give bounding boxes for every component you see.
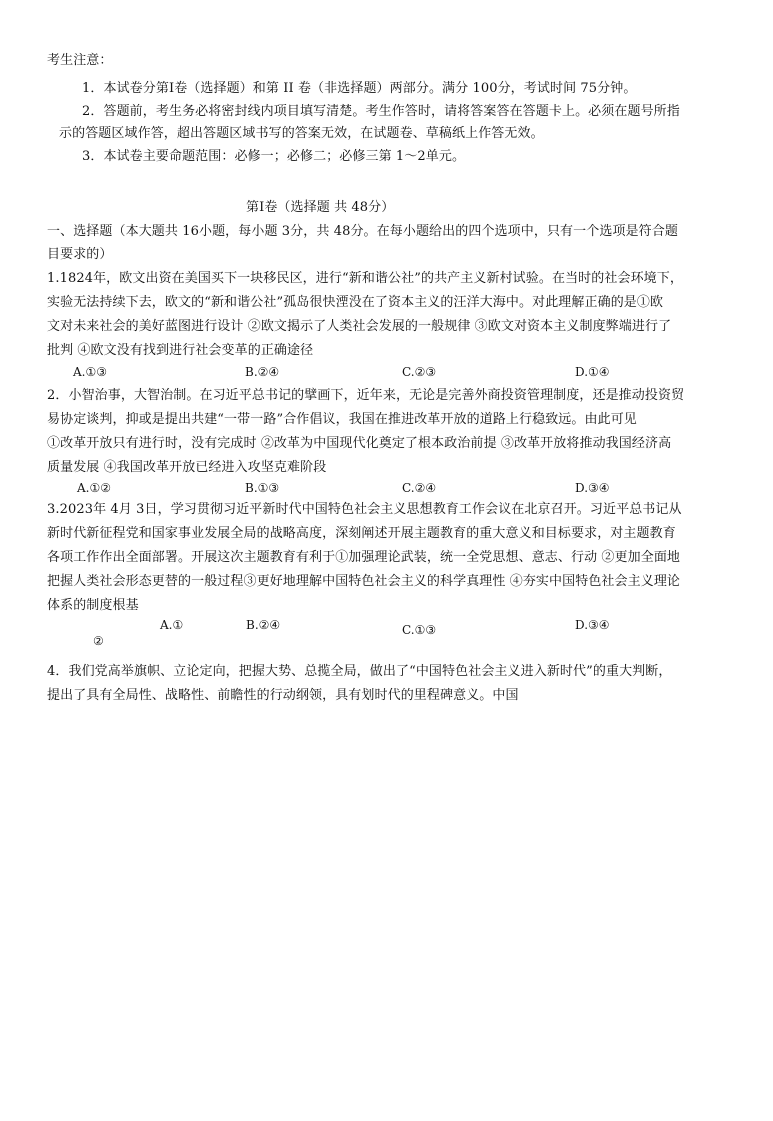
question-3-option-a-wrap: ② xyxy=(93,634,104,648)
question-3-option-a: A.① xyxy=(160,618,184,632)
question-3-line-1: 3.2023年 4月 3日，学习贯彻习近平新时代中国特色社会主义思想教育工作会议在北京召开。习近平总书记从 xyxy=(47,502,682,517)
notice-item-1: 1．本试卷分第Ⅰ卷（选择题）和第 II 卷（非选择题）两部分。满分 100分，考试时间 75分钟。 xyxy=(82,81,637,96)
question-2-line-2: 易协定谈判，抑或是提出共建“一带一路”合作倡议，我国在推进改革开放的道路上行稳致远。由此可见 xyxy=(47,412,637,427)
question-2-option-b: B.①③ xyxy=(245,481,280,495)
notice-item-2-cont: 示的答题区域作答，超出答题区域书写的答案无效，在试题卷、草稿纸上作答无效。 xyxy=(59,126,544,141)
question-3-line-2: 新时代新征程党和国家事业发展全局的战略高度，深刻阐述开展主题教育的重大意义和目标要求，对主题教育 xyxy=(47,526,676,541)
question-2-line-4: 质量发展 ④我国改革开放已经进入攻坚克难阶段 xyxy=(47,460,327,475)
notice-item-3: 3．本试卷主要命题范围：必修一；必修二；必修三第 1～2单元。 xyxy=(82,149,466,164)
section-instructions-2: 目要求的） xyxy=(47,247,113,262)
question-1-line-1: 1.1824年，欧文出资在美国买下一块移民区，进行“新和谐公社”的共产主义新村试验。在当时的社会环境下， xyxy=(47,271,683,286)
question-2-option-c: C.②④ xyxy=(402,481,437,495)
question-3-option-d: D.③④ xyxy=(575,618,610,632)
question-3-line-3: 各项工作作出全面部署。开展这次主题教育有利于①加强理论武装，统一全党思想、意志、行动 ②更加全面地 xyxy=(47,550,681,565)
question-2-line-1: 2．小智治事，大智治制。在习近平总书记的擘画下，近年来，无论是完善外商投资管理制度，还是推动投资贸 xyxy=(47,388,685,403)
question-1-line-4: 批判 ④欧文没有找到进行社会变革的正确途径 xyxy=(47,343,314,358)
question-1-option-d: D.①④ xyxy=(575,365,610,379)
section-instructions-1: 一、选择题（本大题共 16小题，每小题 3分，共 48分。在每小题给出的四个选项中，只有一个选项是符合题 xyxy=(47,224,678,239)
question-1-option-c: C.②③ xyxy=(402,365,437,379)
question-1-option-b: B.②④ xyxy=(245,365,280,379)
notice-item-2: 2．答题前，考生务必将密封线内项目填写清楚。考生作答时，请将答案答在答题卡上。必须在题号所指 xyxy=(82,104,680,119)
question-2-line-3: ①改革开放只有进行时，没有完成时 ②改革为中国现代化奠定了根本政治前提 ③改革开放将推动我国经济高 xyxy=(47,436,672,451)
question-3-option-b: B.②④ xyxy=(246,618,281,632)
question-1-line-2: 实验无法持续下去，欧文的“新和谐公社”孤岛很快湮没在了资本主义的汪洋大海中。对此理解正确的是①欧 xyxy=(47,295,664,310)
question-2-option-d: D.③④ xyxy=(575,481,610,495)
question-3-option-c: C.①③ xyxy=(402,623,437,637)
question-2-option-a: A.①② xyxy=(77,481,111,495)
question-4-line-2: 提出了具有全局性、战略性、前瞻性的行动纲领，具有划时代的里程碑意义。中国 xyxy=(47,688,519,703)
question-4-line-1: 4．我们党高举旗帜、立论定向，把握大势、总揽全局，做出了“中国特色社会主义进入新时代”的重大判断， xyxy=(47,664,672,679)
section-title: 第Ⅰ卷（选择题 共 48分） xyxy=(246,200,395,215)
question-1-line-3: 文对未来社会的美好蓝图进行设计 ②欧文揭示了人类社会发展的一般规律 ③欧文对资本主义制度弊端进行了 xyxy=(47,319,672,334)
question-1-option-a: A.①③ xyxy=(73,365,107,379)
question-3-line-5: 体系的制度根基 xyxy=(47,598,139,613)
question-3-line-4: 把握人类社会形态更替的一般过程③更好地理解中国特色社会主义的科学真理性 ④夯实中国特色社会主义理论 xyxy=(47,574,681,589)
notice-heading: 考生注意： xyxy=(47,53,113,68)
